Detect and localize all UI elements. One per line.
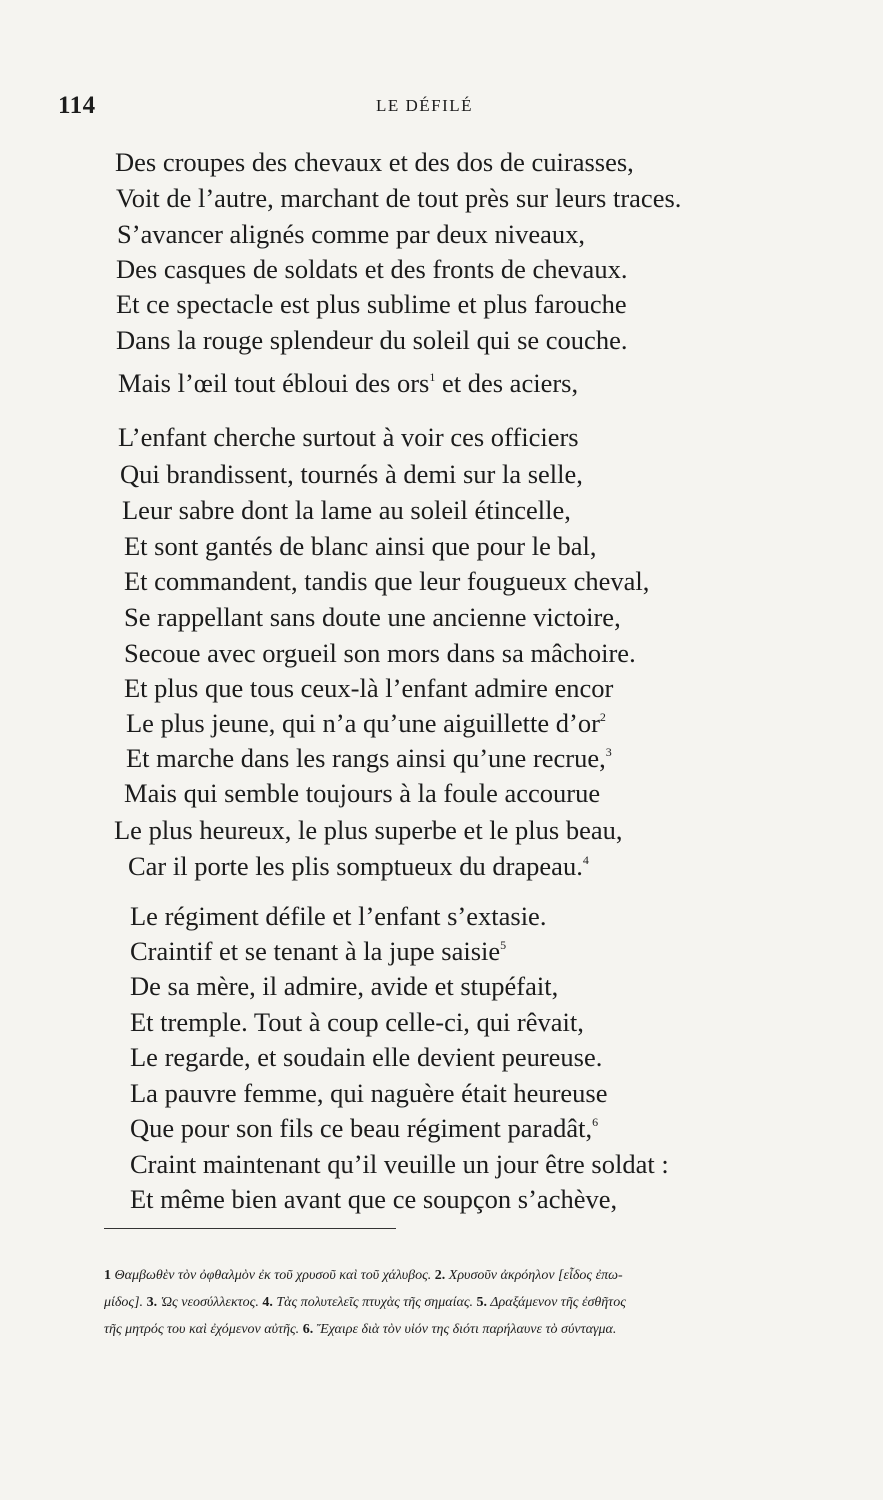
poem-line: Craint maintenant qu’il veuille un jour être soldat : — [130, 1149, 669, 1179]
poem-line: Et plus que tous ceux-là l’enfant admire encor — [124, 673, 614, 703]
poem-line: Craintif et se tenant à la jupe saisie$^5$ — [130, 936, 507, 966]
poem-line: Le régiment défile et l’enfant s’extasie. — [130, 901, 547, 931]
footnote-number: 3. — [143, 1295, 158, 1310]
footnote-line — [104, 1289, 844, 1316]
footnote-text: μίδος]. — [104, 1295, 144, 1310]
footnote-number: 2. — [431, 1268, 446, 1283]
footnote-number: 6. — [299, 1322, 314, 1337]
poem-line: Et même bien avant que ce soupçon s’achève, — [130, 1184, 618, 1214]
poem-line: Des casques de soldats et des fronts de chevaux. — [116, 254, 628, 284]
poem-line: Secoue avec orgueil son mors dans sa mâchoire. — [124, 638, 636, 668]
poem-line: Que pour son fils ce beau régiment paradât,$^6$ — [130, 1113, 599, 1143]
poem-line: Le regarde, et soudain elle devient peureuse. — [130, 1042, 603, 1072]
poem-line: Se rappellant sans doute une ancienne victoire, — [124, 602, 621, 632]
poem-line: Leur sabre dont la lame au soleil étincelle, — [122, 495, 571, 525]
poem-line: Dans la rouge splendeur du soleil qui se couche. — [116, 325, 628, 355]
poem-line: De sa mère, il admire, avide et stupéfait, — [130, 971, 559, 1001]
poem-line: Voit de l’autre, marchant de tout près sur leurs traces. — [116, 183, 682, 213]
page-header — [58, 92, 825, 122]
poem-line: Car il porte les plis somptueux du drapeau.$^4$ — [128, 851, 589, 881]
footnote-line — [104, 1262, 844, 1289]
footnote-text: Ἔχαιρε διὰ τὸν υἱόν της διότι παρήλαυνε τὸ σύνταγμα. — [313, 1322, 617, 1337]
footnote-text: Δραξάμενον τῆς ἐσθῆτος — [487, 1295, 626, 1310]
poem-line: Mais qui semble toujours à la foule accourue — [124, 778, 601, 808]
poem-line: Et ce spectacle est plus sublime et plus farouche — [116, 289, 627, 319]
footnote-ref: 2 — [599, 710, 606, 724]
footnotes — [104, 1262, 844, 1343]
poem-line: S’avancer alignés comme par deux niveaux, — [117, 219, 585, 249]
footnote-text: Χρυσοῦν ἀκρόηλον [εἶδος ἐπω- — [445, 1268, 623, 1283]
poem-line: Le plus heureux, le plus superbe et le plus beau, — [114, 815, 623, 845]
footnote-ref: 6 — [592, 1115, 599, 1129]
poem-line: Et marche dans les rangs ainsi qu’une recrue,$^3$ — [126, 743, 612, 773]
poem-line: Mais l’œil tout ébloui des ors$^1$ et des aciers, — [118, 368, 579, 398]
footnote-number: 5. — [473, 1295, 488, 1310]
poem-line: Et tremple. Tout à coup celle-ci, qui rêvait, — [130, 1007, 584, 1037]
footnote-ref: 1 — [429, 370, 436, 384]
footnote-text: Τὰς πολυτελεῖς πτυχὰς τῆς σημαίας. — [272, 1295, 474, 1310]
footnote-separator — [104, 1228, 396, 1229]
footnote-number: 1 — [104, 1268, 111, 1283]
poem-line: La pauvre femme, qui naguère était heureuse — [130, 1078, 608, 1108]
poem-line: Et commandent, tandis que leur fougueux cheval, — [124, 566, 650, 596]
footnote-text: τῆς μητρός του καὶ ἐχόμενον αὐτῆς. — [104, 1322, 300, 1337]
footnote-ref: 5 — [500, 938, 507, 952]
footnote-ref: 4 — [582, 853, 589, 867]
footnote-line — [104, 1316, 844, 1343]
running-title: LE DÉFILÉ — [376, 96, 474, 115]
footnote-ref: 3 — [605, 745, 612, 759]
poem-line: Des croupes des chevaux et des dos de cuirasses, — [115, 147, 634, 177]
footnote-text: Ὡς νεοσύλλεκτος. — [157, 1295, 259, 1310]
poem-line: Le plus jeune, qui n’a qu’une aiguillette $d’or^2$ — [126, 708, 606, 738]
poem-line: Et sont gantés de blanc ainsi que pour le bal, — [124, 531, 597, 561]
footnote-number: 4. — [258, 1295, 273, 1310]
poem-line: Qui brandissent, tournés à demi sur la selle, — [120, 459, 583, 489]
footnote-text: Θαμβωθὲν τὸν ὀφθαλμὸν ἐκ τοῦ χρυσοῦ καὶ τοῦ χάλυβος. — [111, 1268, 432, 1283]
poem-line: L’enfant cherche surtout à voir ces officiers — [118, 422, 579, 452]
page-number: 114 — [58, 92, 96, 119]
